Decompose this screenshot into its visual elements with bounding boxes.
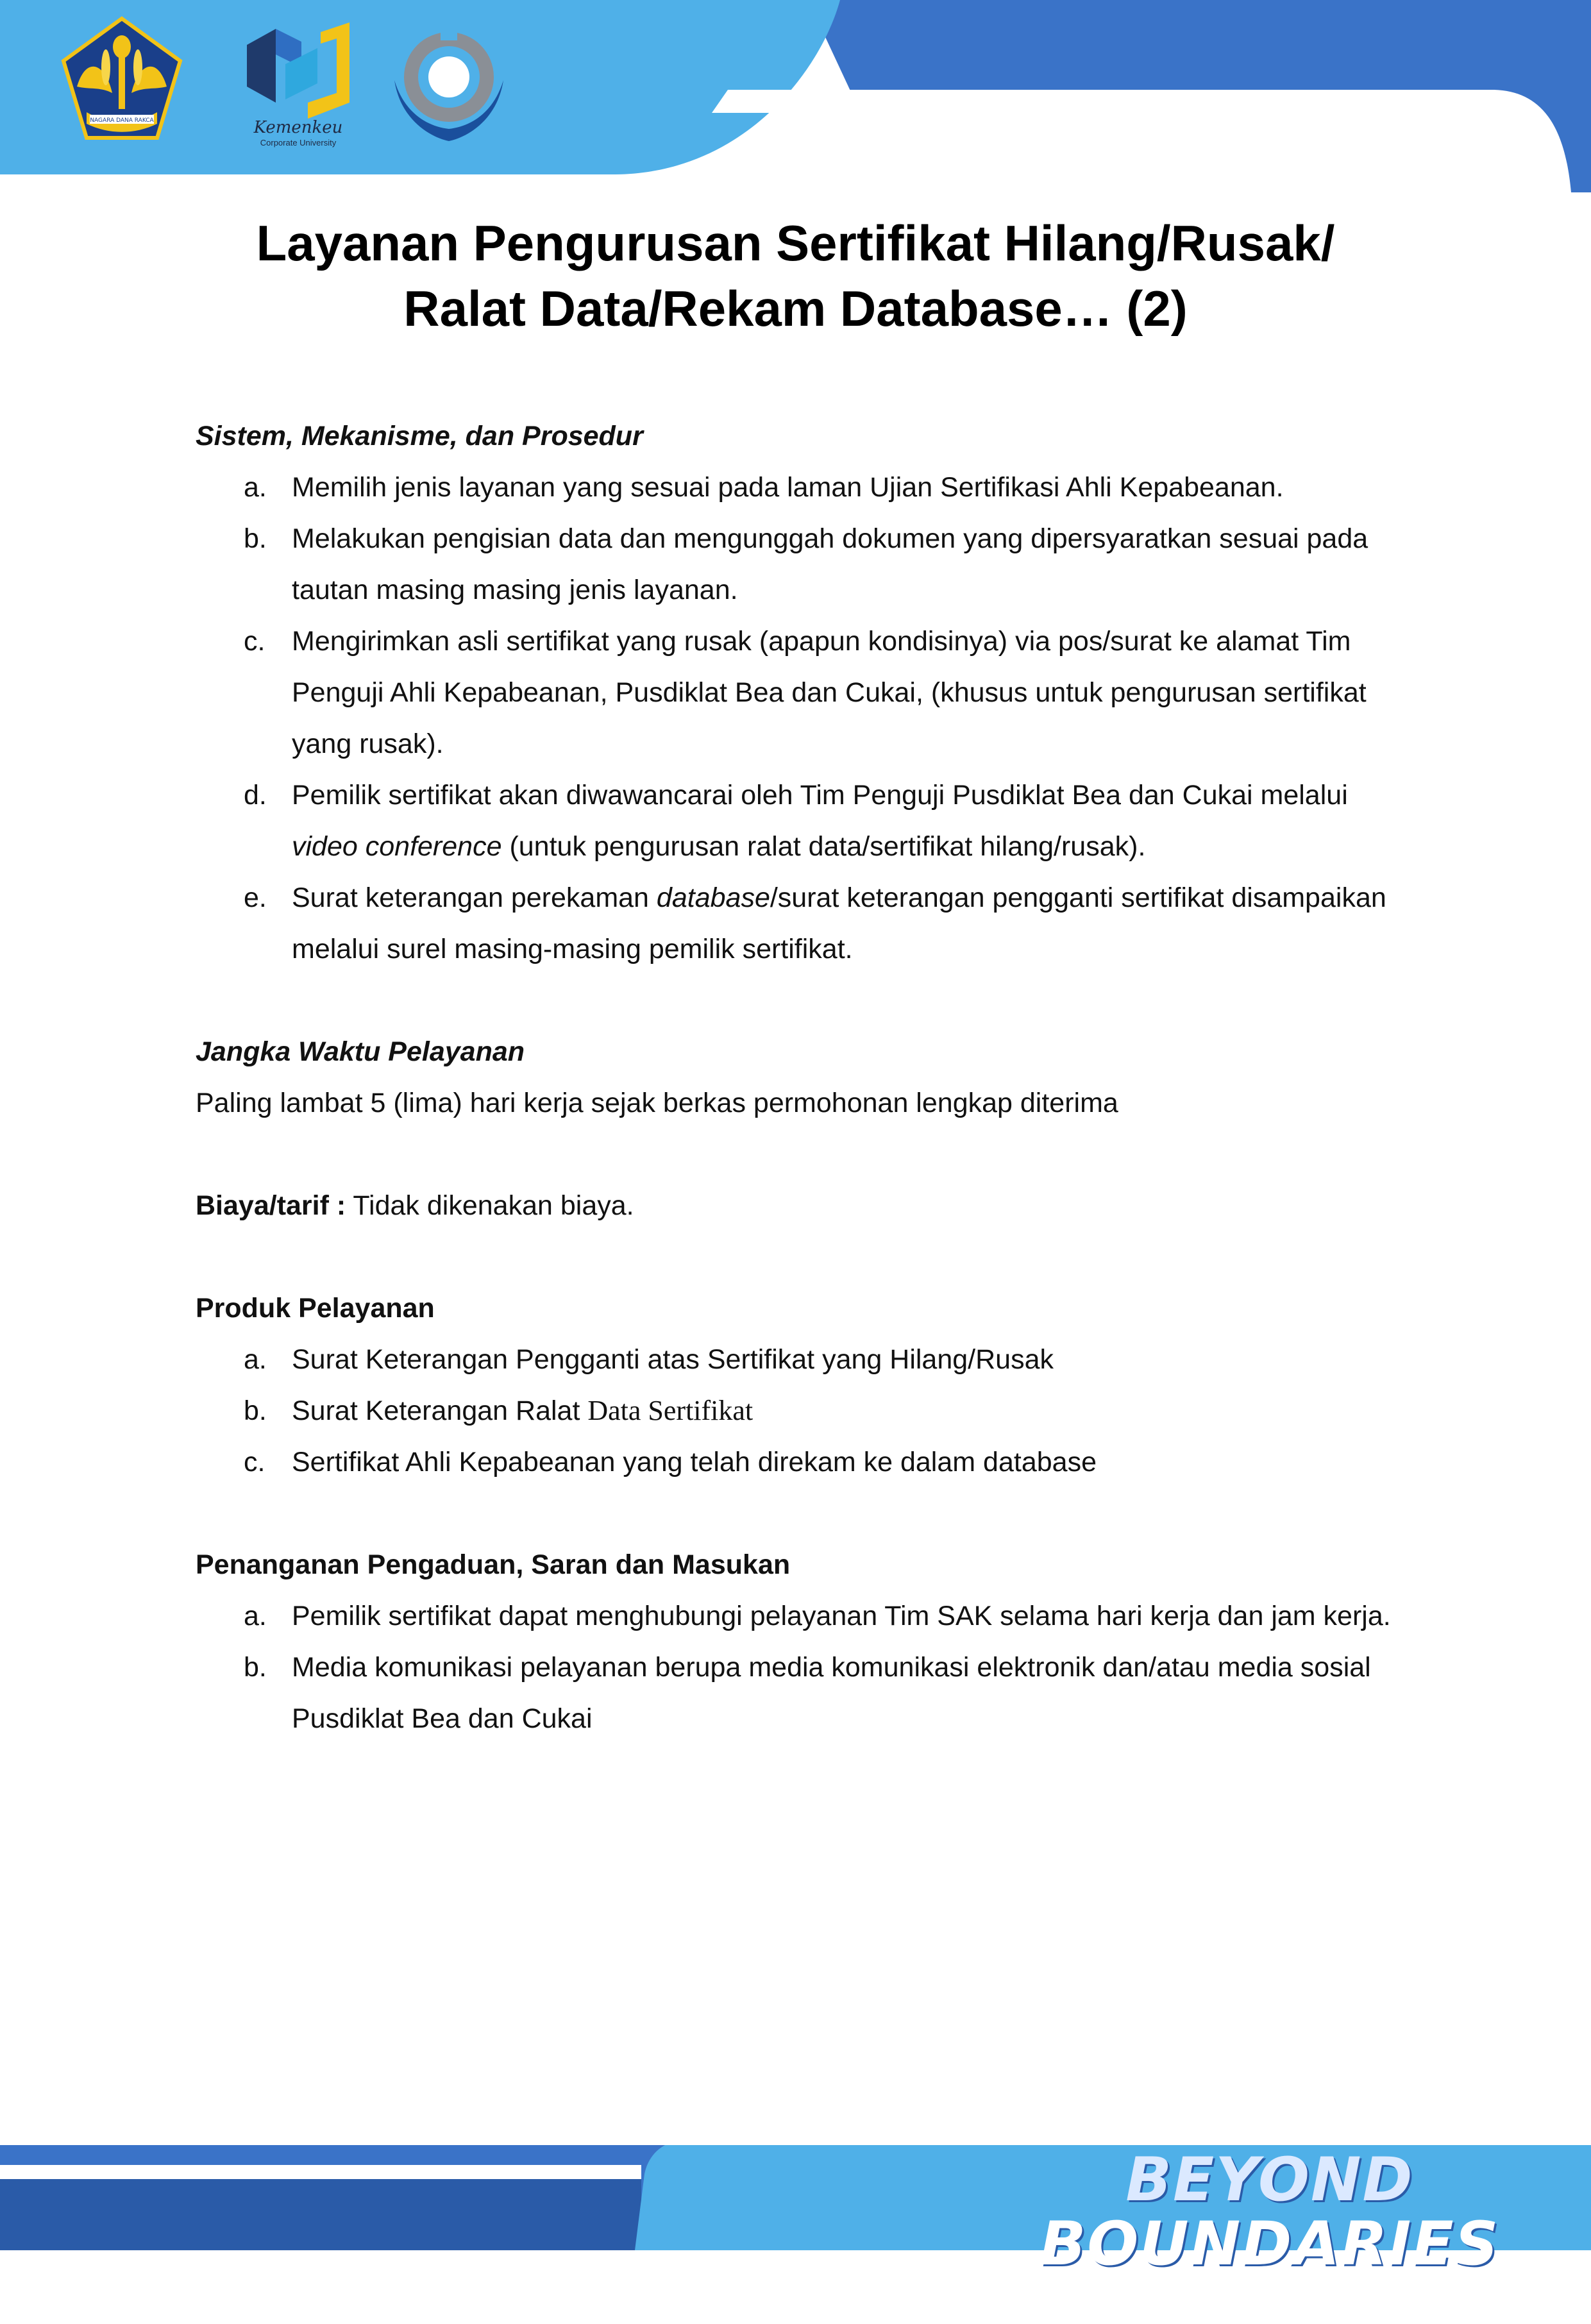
list-item-text: Pemilik sertifikat dapat menghubungi pelayanan Tim SAK selama hari kerja dan jam kerja. (292, 1601, 1391, 1631)
list-item (196, 770, 1414, 872)
footer-brand (988, 2145, 1552, 2324)
section-produk (196, 1283, 1414, 1488)
list-marker: a. (244, 1344, 267, 1375)
document-title (128, 210, 1463, 341)
title-line-2: Ralat Data/Rekam Database… (2) (403, 280, 1188, 337)
spacer (196, 975, 1414, 1026)
brand-tagline: Menembus Batas, Melampaui Ekspektasi Untuk Negeri (1021, 2280, 1519, 2324)
list-item-text: /surat keterangan pengganti sertifikat disampaikan melalui surel masing-masing pemilik sertifikat. (292, 882, 1386, 964)
list-marker: a. (244, 472, 267, 503)
corpu-logo-icon (240, 19, 356, 122)
section-biaya (196, 1180, 1414, 1231)
brand-part-1: BEYOND (1125, 2145, 1414, 2215)
section-heading: Sistem, Mekanisme, dan Prosedur (196, 421, 643, 451)
section-jangka-waktu (196, 1026, 1414, 1129)
list-marker: c. (244, 1447, 265, 1478)
list-item (196, 1334, 1414, 1385)
spacer (196, 1488, 1414, 1539)
section-heading: Penanganan Pengaduan, Saran dan Masukan (196, 1549, 791, 1580)
emphasis-text: database (656, 882, 770, 913)
section-prosedur (196, 410, 1414, 975)
list-marker: b. (244, 523, 267, 554)
corpu-logo (240, 19, 356, 154)
biaya-text: Tidak dikenakan biaya. (346, 1190, 634, 1221)
list-item (196, 1436, 1414, 1488)
list-item-text: Pemilik sertifikat akan diwawancarai oleh Tim Penguji Pusdiklat Bea dan Cukai melalui (292, 780, 1348, 811)
paragraph (196, 1180, 1414, 1231)
list-item (196, 462, 1414, 513)
wco-logo-icon (382, 16, 516, 144)
list-item-text: (untuk pengurusan ralat data/sertifikat hilang/rusak). (501, 831, 1146, 862)
paragraph: Paling lambat 5 (lima) hari kerja sejak berkas permohonan lengkap diterima (196, 1088, 1118, 1118)
prosedur-list (196, 462, 1414, 975)
produk-list (196, 1334, 1414, 1488)
section-heading: Jangka Waktu Pelayanan (196, 1036, 525, 1067)
brand-logo (988, 2145, 1552, 2279)
list-item-text: Sertifikat Ahli Kepabeanan yang telah direkam ke dalam database (292, 1447, 1097, 1478)
list-item (196, 1385, 1414, 1436)
section-pengaduan (196, 1539, 1414, 1744)
list-item (196, 513, 1414, 616)
list-item-text: Surat Keterangan Pengganti atas Sertifikat yang Hilang/Rusak (292, 1344, 1054, 1375)
brand-part-2: BOUNDARIES (1040, 2209, 1500, 2279)
list-item-text: Mengirimkan asli sertifikat yang rusak (apapun kondisinya) via pos/surat ke alamat Tim Penguji Ahli Kepabeanan, Pusdiklat Bea dan Cukai, (khusus untuk pengurusan sertifikat yang rusak). (292, 626, 1367, 759)
document-body (196, 410, 1414, 1744)
biaya-label: Biaya/tarif : (196, 1190, 346, 1221)
list-item-serif-text: Data Sertifikat (587, 1395, 753, 1426)
list-marker: a. (244, 1601, 267, 1631)
list-item-text: Memilih jenis layanan yang sesuai pada laman Ujian Sertifikasi Ahli Kepabeanan. (292, 472, 1284, 503)
list-marker: e. (244, 882, 267, 913)
pengaduan-list (196, 1590, 1414, 1744)
list-item (196, 872, 1414, 975)
list-item (196, 1590, 1414, 1642)
list-marker: b. (244, 1395, 267, 1426)
emphasis-text: video conference (292, 831, 502, 862)
list-marker: c. (244, 626, 265, 657)
title-line-1: Layanan Pengurusan Sertifikat Hilang/Rusak/ (256, 215, 1335, 271)
kemenkeu-emblem-icon (61, 16, 183, 144)
list-marker: d. (244, 780, 267, 811)
list-item-text: Media komunikasi pelayanan berupa media komunikasi elektronik dan/atau media sosial Pusdiklat Bea dan Cukai (292, 1652, 1371, 1734)
header-decoration (0, 0, 1591, 192)
corpu-subtitle: Corporate University (260, 138, 337, 147)
list-item-text: Surat keterangan perekaman (292, 882, 657, 913)
list-marker: b. (244, 1652, 267, 1683)
section-heading: Produk Pelayanan (196, 1293, 435, 1324)
list-item-text: Melakukan pengisian data dan mengunggah dokumen yang dipersyaratkan sesuai pada tautan masing masing jenis layanan. (292, 523, 1368, 605)
list-item-text: Surat Keterangan Ralat (292, 1395, 588, 1426)
wco-logo (382, 16, 516, 144)
corpu-name: Kemenkeu (253, 118, 343, 137)
spacer (196, 1231, 1414, 1283)
list-item (196, 1642, 1414, 1744)
spacer (196, 1129, 1414, 1180)
kemenkeu-logo (61, 16, 183, 144)
list-item (196, 616, 1414, 770)
kemenkeu-motto: NAGARA DANA RAKCA (90, 117, 154, 124)
